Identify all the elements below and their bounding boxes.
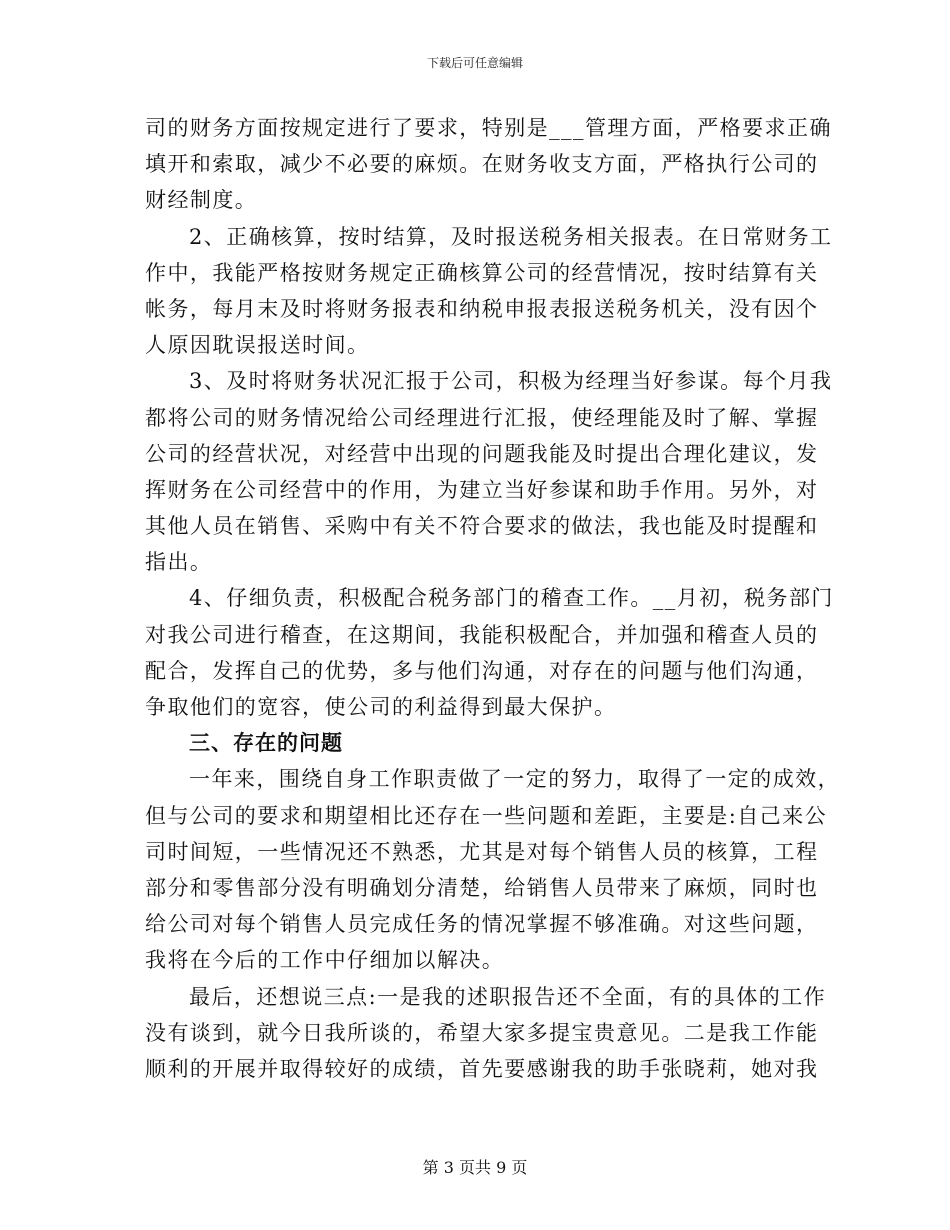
paragraph-line: 没有谈到，就今日我所谈的，希望大家多提宝贵意见。二是我工作能 [145, 1020, 819, 1045]
document-body [145, 110, 841, 1087]
page-number-footer: 第 3 页共 9 页 [422, 1158, 528, 1177]
paragraph-line: 挥财务在公司经营中的作用，为建立当好参谋和助手作用。另外，对 [145, 477, 819, 502]
paragraph-line: 顺利的开展并取得较好的成绩，首先要感谢我的助手张晓莉，她对我 [145, 1056, 819, 1081]
paragraph-line: 争取他们的宽容，使公司的利益得到最大保护。 [145, 695, 617, 719]
paragraph-line: 司时间短，一些情况还不熟悉，尤其是对每个销售人员的核算，工程 [145, 839, 819, 864]
page-header: 下载后可任意编辑 [426, 56, 523, 70]
paragraph-line: 帐务，每月末及时将财务报表和纳税申报表报送税务机关，没有因个 [145, 296, 819, 321]
paragraph-line: 4、仔细负责，积极配合税务部门的稽查工作。__月初，税务部门 [189, 586, 834, 611]
paragraph-line: 司的财务方面按规定进行了要求，特别是___管理方面，严格要求正确 [145, 116, 832, 140]
paragraph-line: 其他人员在销售、采购中有关不符合要求的做法，我也能及时提醒和 [145, 514, 819, 539]
section-heading: 三、存在的问题 [189, 731, 343, 756]
paragraph-line: 部分和零售部分没有明确划分清楚，给销售人员带来了麻烦，同时也 [145, 875, 819, 900]
paragraph-line: 都将公司的财务情况给公司经理进行汇报，使经理能及时了解、掌握 [145, 405, 819, 430]
paragraph-line: 给公司对每个销售人员完成任务的情况掌握不够准确。对这些问题， [145, 912, 819, 937]
paragraph-line: 指出。 [145, 550, 213, 575]
paragraph-line: 我将在今后的工作中仔细加以解决。 [145, 948, 505, 973]
paragraph-line: 对我公司进行稽查，在这期间，我能积极配合，并加强和稽查人员的 [145, 622, 819, 647]
paragraph-line: 3、及时将财务状况汇报于公司，积极为经理当好参谋。每个月我 [189, 369, 833, 394]
paragraph-line: 公司的经营状况，对经营中出现的问题我能及时提出合理化建议，发 [145, 441, 819, 466]
paragraph-line: 配合，发挥自己的优势，多与他们沟通，对存在的问题与他们沟通， [145, 658, 819, 683]
paragraph-line: 2、正确核算，按时结算，及时报送税务相关报表。在日常财务工 [189, 224, 833, 249]
paragraph-line: 填开和索取，减少不必要的麻烦。在财务收支方面，严格执行公司的 [145, 152, 819, 177]
paragraph-line: 最后，还想说三点:一是我的述职报告还不全面，有的具体的工作 [189, 984, 827, 1009]
paragraph-line: 财经制度。 [145, 188, 258, 213]
paragraph-line: 作中，我能严格按财务规定正确核算公司的经营情况，按时结算有关 [145, 260, 819, 285]
paragraph-line: 但与公司的要求和期望相比还存在一些问题和差距，主要是:自己来公 [145, 803, 828, 828]
paragraph-line: 人原因耽误报送时间。 [145, 333, 370, 358]
paragraph-line: 一年来，围绕自身工作职责做了一定的努力，取得了一定的成效， [189, 767, 841, 792]
